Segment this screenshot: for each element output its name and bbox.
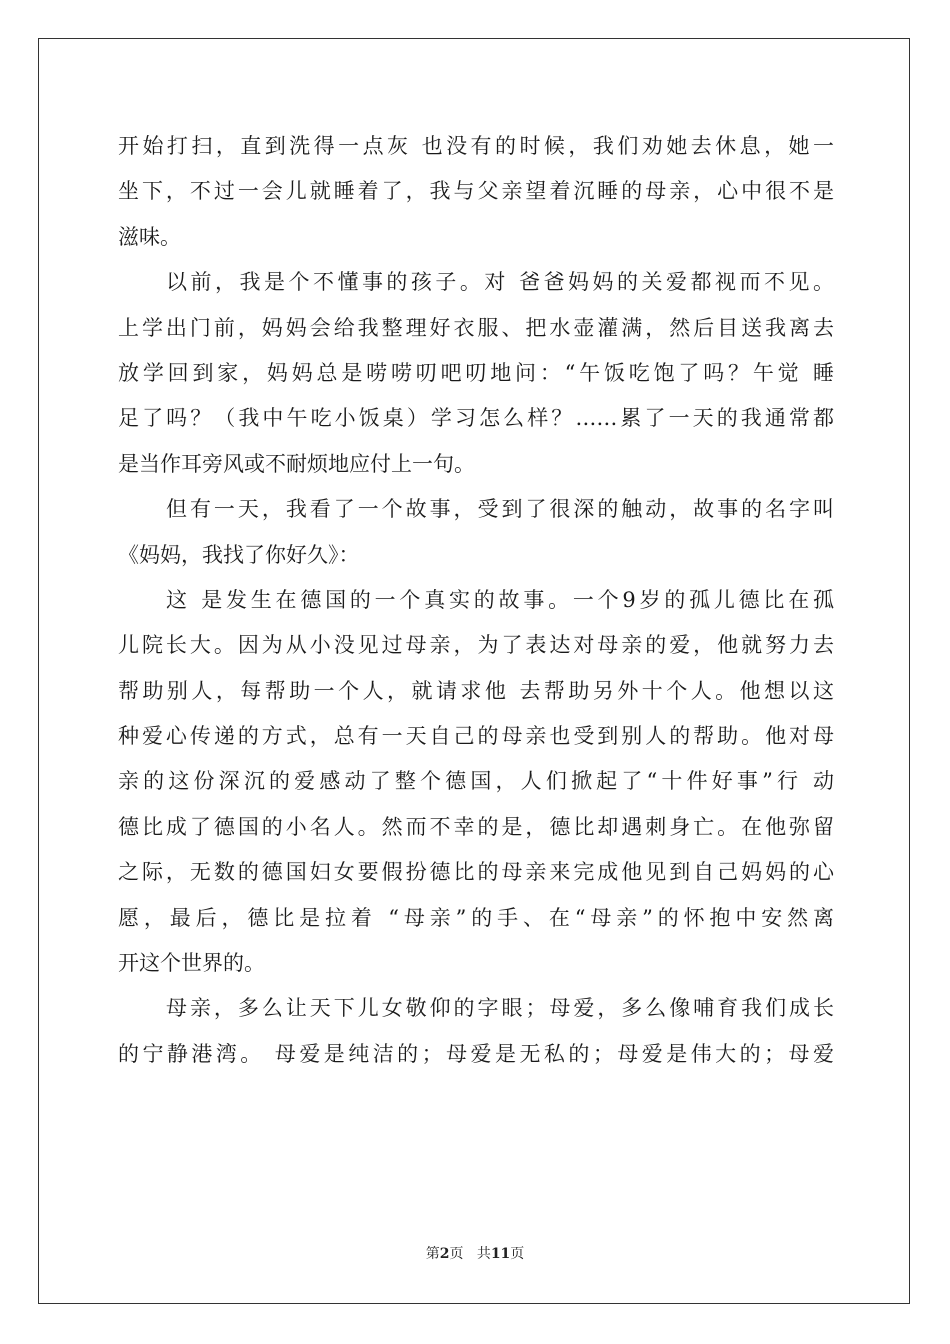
footer-total-pages: 11 bbox=[490, 1246, 511, 1262]
footer-page-number: 2 bbox=[439, 1246, 450, 1262]
text-line: 《妈妈，我找了你好久》： bbox=[118, 542, 360, 567]
text-line: 上学出门前，妈妈会给我整理好衣服、把水壶灌满，然后目送我离去 bbox=[118, 315, 834, 340]
text-line: 愿，最后，德比是拉着 “母亲”的手、在“母亲”的怀抱中安然离 bbox=[118, 905, 834, 930]
text-line: 德比成了德国的小名人。然而不幸的是，德比却遇刺身亡。在他弥留 bbox=[118, 814, 834, 839]
text-line: 这 是发生在德国的一个真实的故事。一个9岁的孤儿德比在孤 bbox=[166, 587, 834, 612]
text-line: 开这个世界的。 bbox=[118, 951, 265, 976]
paragraph bbox=[118, 124, 834, 260]
paragraph bbox=[118, 578, 834, 987]
text-line: 帮助别人，每帮助一个人，就请求他 去帮助另外十个人。他想以这 bbox=[118, 678, 834, 703]
text-line: 之际，无数的德国妇女要假扮德比的母亲来完成他见到自己妈妈的心 bbox=[118, 860, 834, 885]
text-line: 滋味。 bbox=[118, 224, 181, 249]
text-line: 是当作耳旁风或不耐烦地应付上一句。 bbox=[118, 451, 475, 476]
text-line: 种爱心传递的方式，总有一天自己的母亲也受到别人的帮助。他对母 bbox=[118, 724, 834, 749]
footer-total-prefix: 共 bbox=[476, 1246, 491, 1262]
footer-total-suffix: 页 bbox=[510, 1246, 525, 1262]
text-line: 放学回到家，妈妈总是唠唠叨吧叨地问：“午饭吃饱了吗？午觉 睡 bbox=[118, 360, 834, 385]
text-line: 儿院长大。因为从小没见过母亲，为了表达对母亲的爱，他就努力去 bbox=[118, 633, 834, 658]
footer-prefix: 第 bbox=[425, 1246, 440, 1262]
text-line: 足了吗？（我中午吃小饭桌）学习怎么样？……累了一天的我通常都 bbox=[118, 406, 834, 431]
paragraph bbox=[118, 986, 834, 1077]
text-line: 的宁静港湾。 母爱是纯洁的；母爱是无私的；母爱是伟大的；母爱 bbox=[118, 1041, 834, 1066]
page-footer bbox=[0, 1243, 950, 1263]
footer-page-suffix: 页 bbox=[449, 1246, 464, 1262]
text-line: 母亲，多么让天下儿女敬仰的字眼；母爱，多么像哺育我们成长 bbox=[166, 996, 834, 1021]
text-line: 亲的这份深沉的爱感动了整个德国，人们掀起了“十件好事”行 动 bbox=[118, 769, 834, 794]
text-line: 但有一天，我看了一个故事，受到了很深的触动，故事的名字叫 bbox=[166, 497, 834, 522]
paragraph bbox=[118, 260, 834, 487]
paragraph bbox=[118, 487, 834, 578]
text-line: 以前，我是个不懂事的孩子。对 爸爸妈妈的关爱都视而不见。 bbox=[166, 270, 834, 295]
text-line: 坐下，不过一会儿就睡着了，我与父亲望着沉睡的母亲，心中很不是 bbox=[118, 179, 834, 204]
text-line: 开始打扫，直到洗得一点灰 也没有的时候，我们劝她去休息，她一 bbox=[118, 134, 834, 158]
document-body bbox=[118, 124, 834, 1077]
